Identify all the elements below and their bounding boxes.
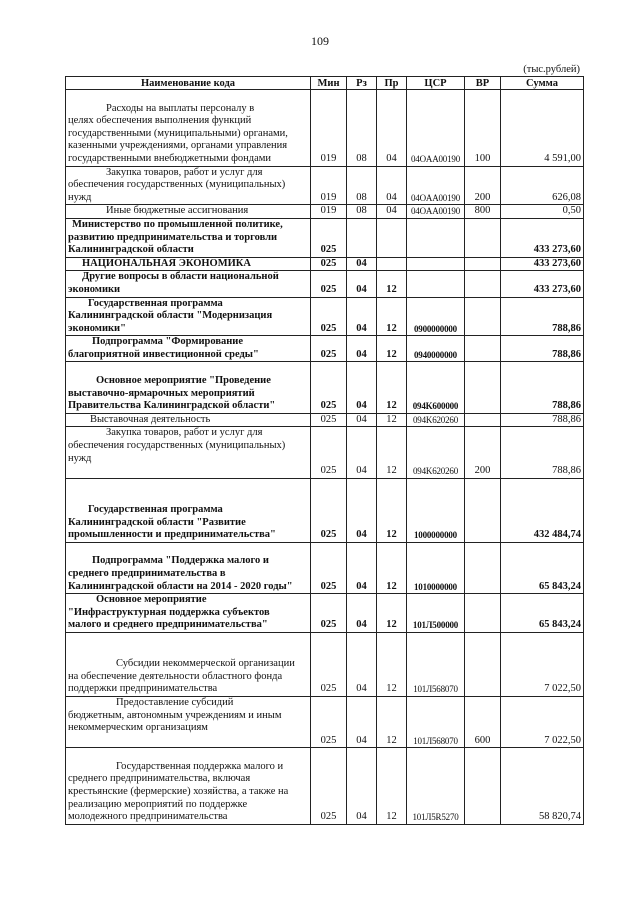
row-name-line: Выставочная деятельность — [90, 413, 211, 425]
row-expense-type — [465, 632, 501, 696]
row-name-line: Основное мероприятие "Проведение — [96, 375, 271, 387]
row-name-line — [68, 90, 308, 103]
row-section — [347, 218, 377, 257]
row-subsection: 04 — [377, 90, 407, 167]
table-body — [66, 90, 584, 825]
row-name-line — [68, 735, 308, 748]
col-header-sum: Сумма — [501, 77, 584, 90]
row-name — [66, 632, 311, 696]
row-name — [66, 542, 311, 593]
row-name — [66, 748, 311, 825]
row-name-line: Калининградской области — [68, 244, 194, 256]
row-expense-type — [465, 257, 501, 271]
row-amount: 788,86 — [501, 362, 584, 413]
units-label: (тыс.рублей) — [523, 64, 580, 75]
row-name-line: Подпрограмма "Формирование — [92, 336, 244, 348]
row-subsection: 12 — [377, 362, 407, 413]
row-name — [66, 362, 311, 413]
row-name — [66, 257, 311, 271]
row-expense-type — [465, 336, 501, 362]
row-section: 04 — [347, 271, 377, 297]
row-ministry: 025 — [311, 427, 347, 478]
table-row — [66, 362, 584, 413]
row-ministry: 025 — [311, 696, 347, 747]
row-subsection — [377, 218, 407, 257]
row-name-line — [68, 479, 308, 492]
row-ministry: 025 — [311, 362, 347, 413]
row-subsection: 12 — [377, 632, 407, 696]
row-amount: 432 484,74 — [501, 478, 584, 542]
row-name-line — [68, 465, 308, 478]
row-amount: 788,86 — [501, 297, 584, 336]
row-name — [66, 218, 311, 257]
row-name-line: Основное мероприятие — [96, 594, 207, 606]
row-name-line: Другие вопросы в области национальной — [82, 271, 279, 283]
row-target-code: 0900000000 — [407, 297, 465, 336]
row-name-line: Государственная программа — [88, 504, 223, 515]
row-name-line: Калининградской области на 2014 - 2020 годы" — [68, 580, 293, 592]
table-row — [66, 632, 584, 696]
row-name — [66, 90, 311, 167]
row-name-line: "Инфраструктурная поддержка субъектов — [68, 606, 270, 618]
row-target-code — [407, 218, 465, 257]
col-header-csr: ЦСР — [407, 77, 465, 90]
row-section: 08 — [347, 166, 377, 205]
row-name-line: Иные бюджетные ассигнования — [106, 205, 249, 217]
row-target-code: 094K620260 — [407, 413, 465, 427]
row-target-code: 1000000000 — [407, 478, 465, 542]
row-ministry: 025 — [311, 271, 347, 297]
row-target-code: 101Л568070 — [407, 632, 465, 696]
row-name-line — [68, 633, 308, 646]
row-target-code: 1010000000 — [407, 542, 465, 593]
row-section: 04 — [347, 362, 377, 413]
row-amount: 626,08 — [501, 166, 584, 205]
row-amount: 65 843,24 — [501, 542, 584, 593]
row-expense-type — [465, 542, 501, 593]
table-row — [66, 478, 584, 542]
row-name — [66, 413, 311, 427]
row-amount: 0,50 — [501, 205, 584, 219]
row-amount: 65 843,24 — [501, 594, 584, 633]
row-expense-type — [465, 594, 501, 633]
col-header-vr: ВР — [465, 77, 501, 90]
row-name-line: государственными (муниципальными) органами, — [68, 127, 288, 139]
row-name-line: целях обеспечения выполнения функций — [68, 115, 252, 127]
row-ministry: 025 — [311, 632, 347, 696]
row-amount: 58 820,74 — [501, 748, 584, 825]
row-subsection: 12 — [377, 478, 407, 542]
row-subsection: 04 — [377, 205, 407, 219]
row-target-code — [407, 271, 465, 297]
row-name-line: Закупка товаров, работ и услуг для — [106, 427, 263, 439]
row-name-line: промышленности и предпринимательства" — [68, 529, 276, 541]
row-subsection: 12 — [377, 297, 407, 336]
row-amount: 433 273,60 — [501, 257, 584, 271]
row-name — [66, 297, 311, 336]
row-expense-type — [465, 297, 501, 336]
row-section: 04 — [347, 297, 377, 336]
row-ministry: 025 — [311, 594, 347, 633]
row-subsection: 12 — [377, 696, 407, 747]
row-expense-type: 200 — [465, 166, 501, 205]
row-name-line: НАЦИОНАЛЬНАЯ ЭКОНОМИКА — [82, 257, 251, 269]
row-name-line: обеспечения государственных (муниципальных) — [68, 179, 286, 191]
row-ministry: 025 — [311, 542, 347, 593]
row-ministry: 025 — [311, 297, 347, 336]
row-ministry: 019 — [311, 205, 347, 219]
row-target-code: 101Л568070 — [407, 696, 465, 747]
row-name — [66, 427, 311, 478]
row-section: 04 — [347, 336, 377, 362]
row-ministry: 025 — [311, 748, 347, 825]
row-section: 04 — [347, 632, 377, 696]
row-name-line — [68, 646, 308, 659]
row-name-line: крестьянские (фермерские) хозяйства, а также на — [68, 786, 289, 798]
row-name — [66, 696, 311, 747]
page-number: 109 — [311, 34, 329, 48]
row-name-line: Правительства Калининградской области" — [68, 400, 276, 412]
row-target-code: 094K620260 — [407, 427, 465, 478]
row-name-line: казенными учреждениями, органами управления — [68, 140, 288, 152]
row-expense-type: 200 — [465, 427, 501, 478]
row-name-line: Субсидии некоммерческой организации — [116, 658, 295, 670]
row-name-line: на обеспечение деятельности областного фонда — [68, 670, 283, 682]
row-name-line: бюджетным, автономным учреждениям и иным — [68, 709, 282, 721]
row-expense-type — [465, 748, 501, 825]
row-target-code: 04OAA00190 — [407, 205, 465, 219]
row-amount: 788,86 — [501, 336, 584, 362]
table-row — [66, 696, 584, 747]
row-amount: 4 591,00 — [501, 90, 584, 167]
row-name-line: выставочно-ярмарочных мероприятий — [68, 387, 255, 399]
row-expense-type — [465, 478, 501, 542]
row-name — [66, 271, 311, 297]
table-row — [66, 542, 584, 593]
row-name-line: Предоставление субсидий — [116, 696, 234, 708]
row-name-line: малого и среднего предпринимательства" — [68, 619, 268, 631]
table-header-row — [66, 77, 584, 90]
row-name-line: Государственная программа — [88, 297, 223, 309]
row-expense-type — [465, 218, 501, 257]
row-amount: 433 273,60 — [501, 271, 584, 297]
row-target-code: 101Л500000 — [407, 594, 465, 633]
row-amount: 433 273,60 — [501, 218, 584, 257]
table-row — [66, 271, 584, 297]
row-section: 04 — [347, 696, 377, 747]
row-amount: 7 022,50 — [501, 696, 584, 747]
col-header-min: Мин — [311, 77, 347, 90]
row-section: 04 — [347, 748, 377, 825]
row-section: 04 — [347, 478, 377, 542]
row-target-code: 0940000000 — [407, 336, 465, 362]
col-header-rz: Рз — [347, 77, 377, 90]
row-name-line: Калининградской области "Развитие — [68, 516, 246, 528]
row-target-code: 04OAA00190 — [407, 90, 465, 167]
row-expense-type: 600 — [465, 696, 501, 747]
row-name-line: государственными внебюджетными фондами — [68, 152, 272, 164]
row-name-line: поддержки предпринимательства — [68, 683, 218, 695]
row-name-line: молодежного предпринимательства — [68, 811, 228, 823]
row-name — [66, 205, 311, 219]
table-row — [66, 218, 584, 257]
row-section: 04 — [347, 413, 377, 427]
table-row — [66, 297, 584, 336]
row-ministry: 019 — [311, 166, 347, 205]
col-header-name: Наименование кода — [66, 77, 311, 90]
row-name-line: нужд — [68, 191, 92, 203]
row-target-code: 101Л5R5270 — [407, 748, 465, 825]
row-name-line: обеспечения государственных (муниципальных) — [68, 440, 286, 452]
row-ministry: 019 — [311, 90, 347, 167]
row-subsection: 12 — [377, 271, 407, 297]
row-ministry: 025 — [311, 336, 347, 362]
row-amount: 788,86 — [501, 427, 584, 478]
row-section: 04 — [347, 257, 377, 271]
row-subsection: 12 — [377, 336, 407, 362]
row-name-line: благоприятной инвестиционной среды" — [68, 348, 259, 360]
row-name-line: реализацию мероприятий по поддержке — [68, 798, 248, 810]
row-subsection: 12 — [377, 427, 407, 478]
table-row — [66, 336, 584, 362]
row-target-code: 04OAA00190 — [407, 166, 465, 205]
row-expense-type — [465, 362, 501, 413]
budget-table — [65, 76, 584, 825]
row-amount: 7 022,50 — [501, 632, 584, 696]
row-section: 08 — [347, 90, 377, 167]
row-section: 04 — [347, 427, 377, 478]
table-row — [66, 413, 584, 427]
row-name-line — [68, 543, 308, 556]
row-name-line — [68, 491, 308, 504]
row-subsection: 12 — [377, 594, 407, 633]
row-name — [66, 594, 311, 633]
table-row — [66, 166, 584, 205]
row-name-line — [68, 748, 308, 761]
table-row — [66, 205, 584, 219]
row-name — [66, 478, 311, 542]
row-subsection: 12 — [377, 542, 407, 593]
row-name-line: среднего предпринимательства в — [68, 567, 226, 579]
row-expense-type: 100 — [465, 90, 501, 167]
row-name-line: Министерство по промышленной политике, — [72, 218, 283, 230]
row-name-line: экономики — [68, 283, 121, 295]
row-name-line: среднего предпринимательства, включая — [68, 773, 251, 785]
row-name-line: Подпрограмма "Поддержка малого и — [92, 555, 269, 567]
row-target-code: 094K600000 — [407, 362, 465, 413]
row-ministry: 025 — [311, 218, 347, 257]
row-expense-type — [465, 413, 501, 427]
row-subsection: 12 — [377, 748, 407, 825]
row-section: 04 — [347, 594, 377, 633]
row-name-line: экономики" — [68, 322, 126, 334]
row-name-line: Расходы на выплаты персоналу в — [106, 102, 255, 114]
row-ministry: 025 — [311, 478, 347, 542]
table-row — [66, 594, 584, 633]
table-row — [66, 427, 584, 478]
row-section: 08 — [347, 205, 377, 219]
table-row — [66, 257, 584, 271]
row-name-line: Калининградской области "Модернизация — [68, 310, 273, 322]
row-ministry: 025 — [311, 257, 347, 271]
row-name-line: нужд — [68, 452, 92, 464]
row-name-line: развитию предпринимательства и торговли — [68, 231, 278, 243]
row-section: 04 — [347, 542, 377, 593]
row-subsection: 04 — [377, 166, 407, 205]
row-subsection: 12 — [377, 413, 407, 427]
row-expense-type — [465, 271, 501, 297]
table-row — [66, 748, 584, 825]
row-name-line: некоммерческим организациям — [68, 722, 208, 734]
row-ministry: 025 — [311, 413, 347, 427]
col-header-pr: Пр — [377, 77, 407, 90]
row-target-code — [407, 257, 465, 271]
row-name-line: Государственная поддержка малого и — [116, 760, 284, 772]
row-name-line — [68, 362, 308, 375]
row-name-line: Закупка товаров, работ и услуг для — [106, 166, 263, 178]
row-name — [66, 336, 311, 362]
row-subsection — [377, 257, 407, 271]
table-row — [66, 90, 584, 167]
row-amount: 788,86 — [501, 413, 584, 427]
row-name — [66, 166, 311, 205]
row-expense-type: 800 — [465, 205, 501, 219]
